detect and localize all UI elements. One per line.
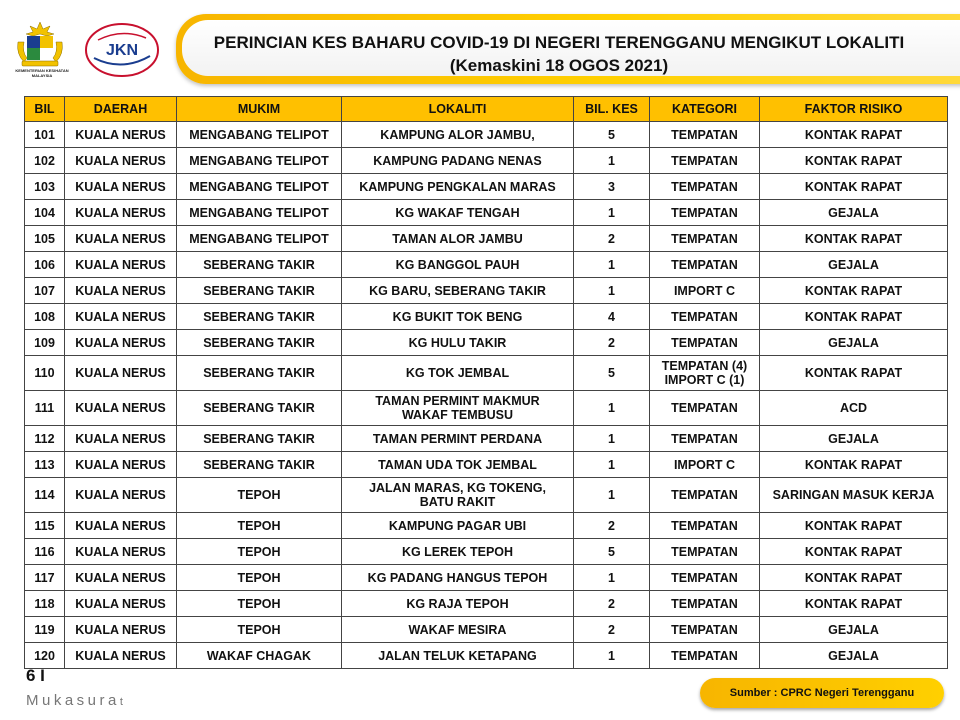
cell-kategori-line: IMPORT C	[673, 457, 736, 472]
cell-lokaliti-line: KG LEREK TEPOH	[401, 544, 514, 559]
cell-daerah: KUALA NERUS	[65, 226, 177, 252]
cell-lokaliti-line: KG BANGGOL PAUH	[395, 257, 520, 272]
cell-bil-kes: 2	[574, 617, 650, 643]
cell-kategori-line: IMPORT C (1)	[664, 373, 745, 387]
cell-bil-kes: 2	[574, 513, 650, 539]
cell-lokaliti	[342, 356, 574, 391]
cell-daerah: KUALA NERUS	[65, 565, 177, 591]
cell-bil-kes: 1	[574, 252, 650, 278]
cell-kategori-line: TEMPATAN	[671, 518, 738, 533]
cell-faktor-risiko: GEJALA	[760, 643, 948, 669]
cell-bil: 118	[25, 591, 65, 617]
cell-kategori-line: TEMPATAN	[671, 257, 738, 272]
cell-bil: 101	[25, 122, 65, 148]
cell-bil: 107	[25, 278, 65, 304]
cell-bil: 110	[25, 356, 65, 391]
cell-bil: 104	[25, 200, 65, 226]
cell-mukim: TEPOH	[177, 617, 342, 643]
cell-faktor-risiko: KONTAK RAPAT	[760, 452, 948, 478]
table-row	[25, 643, 948, 669]
page-number: 6 I	[26, 666, 45, 685]
logo-group	[10, 20, 170, 82]
table-row	[25, 617, 948, 643]
cell-lokaliti	[342, 252, 574, 278]
cell-faktor-risiko: GEJALA	[760, 252, 948, 278]
cell-faktor-risiko: SARINGAN MASUK KERJA	[760, 478, 948, 513]
cell-lokaliti	[342, 617, 574, 643]
cell-kategori-line: TEMPATAN	[671, 544, 738, 559]
cell-lokaliti-line: KG HULU TAKIR	[408, 335, 507, 350]
cell-bil-kes: 1	[574, 148, 650, 174]
cell-mukim: MENGABANG TELIPOT	[177, 200, 342, 226]
cell-faktor-risiko: KONTAK RAPAT	[760, 356, 948, 391]
cell-daerah: KUALA NERUS	[65, 513, 177, 539]
cell-lokaliti	[342, 478, 574, 513]
cell-kategori	[650, 278, 760, 304]
title-panel	[182, 20, 960, 76]
cell-faktor-risiko: KONTAK RAPAT	[760, 539, 948, 565]
cell-kategori	[650, 226, 760, 252]
cell-lokaliti-line: KG BUKIT TOK BENG	[392, 309, 523, 324]
cell-lokaliti	[342, 452, 574, 478]
table-row	[25, 539, 948, 565]
cell-lokaliti-line: KAMPUNG ALOR JAMBU,	[380, 127, 535, 142]
cell-mukim: MENGABANG TELIPOT	[177, 174, 342, 200]
cell-mukim: SEBERANG TAKIR	[177, 426, 342, 452]
cell-lokaliti-line: KAMPUNG PENGKALAN MARAS	[359, 179, 556, 194]
table-row	[25, 148, 948, 174]
cell-mukim: MENGABANG TELIPOT	[177, 148, 342, 174]
cell-kategori-line: TEMPATAN	[671, 153, 738, 168]
cell-faktor-risiko: KONTAK RAPAT	[760, 148, 948, 174]
cell-faktor-risiko: ACD	[760, 391, 948, 426]
cell-faktor-risiko: GEJALA	[760, 426, 948, 452]
title-line-2: (Kemaskini 18 OGOS 2021)	[449, 56, 669, 75]
cell-mukim: SEBERANG TAKIR	[177, 452, 342, 478]
column-header: BIL. KES	[574, 97, 650, 122]
cell-kategori-line: TEMPATAN	[671, 179, 738, 194]
cell-bil: 115	[25, 513, 65, 539]
table-row	[25, 426, 948, 452]
cell-mukim: TEPOH	[177, 591, 342, 617]
table-body	[25, 122, 948, 669]
cell-faktor-risiko: KONTAK RAPAT	[760, 278, 948, 304]
cell-bil-kes: 4	[574, 304, 650, 330]
cell-bil: 117	[25, 565, 65, 591]
page-word-last: t	[119, 696, 127, 708]
cell-daerah: KUALA NERUS	[65, 122, 177, 148]
title-banner	[176, 14, 960, 84]
cell-faktor-risiko: GEJALA	[760, 330, 948, 356]
cell-kategori	[650, 591, 760, 617]
cell-lokaliti	[342, 513, 574, 539]
cell-bil: 108	[25, 304, 65, 330]
cell-mukim: TEPOH	[177, 478, 342, 513]
cell-lokaliti	[342, 174, 574, 200]
cell-lokaliti-line: KAMPUNG PADANG NENAS	[373, 153, 542, 168]
table-row	[25, 565, 948, 591]
cell-lokaliti	[342, 200, 574, 226]
cell-kategori	[650, 304, 760, 330]
cell-faktor-risiko: KONTAK RAPAT	[760, 565, 948, 591]
cell-bil: 103	[25, 174, 65, 200]
cell-daerah: KUALA NERUS	[65, 478, 177, 513]
cell-lokaliti	[342, 391, 574, 426]
cell-bil: 114	[25, 478, 65, 513]
cell-daerah: KUALA NERUS	[65, 304, 177, 330]
cell-faktor-risiko: KONTAK RAPAT	[760, 304, 948, 330]
cell-bil: 119	[25, 617, 65, 643]
cell-faktor-risiko: KONTAK RAPAT	[760, 174, 948, 200]
cell-bil-kes: 1	[574, 200, 650, 226]
cell-kategori-line: TEMPATAN	[671, 570, 738, 585]
cell-lokaliti-line: KG BARU, SEBERANG TAKIR	[369, 283, 546, 298]
cell-bil-kes: 2	[574, 591, 650, 617]
table-row	[25, 252, 948, 278]
cell-lokaliti	[342, 278, 574, 304]
cell-bil-kes: 5	[574, 122, 650, 148]
cell-lokaliti	[342, 226, 574, 252]
column-header: LOKALITI	[342, 97, 574, 122]
column-header: BIL	[25, 97, 65, 122]
cell-kategori-line: TEMPATAN	[671, 596, 738, 611]
cell-kategori-line: TEMPATAN	[671, 127, 738, 142]
table-header-row	[25, 97, 948, 122]
table-row	[25, 122, 948, 148]
cell-daerah: KUALA NERUS	[65, 617, 177, 643]
cell-lokaliti	[342, 426, 574, 452]
cell-mukim: SEBERANG TAKIR	[177, 391, 342, 426]
table-row	[25, 304, 948, 330]
cell-daerah: KUALA NERUS	[65, 452, 177, 478]
cell-kategori-line: TEMPATAN	[671, 488, 738, 502]
cell-bil-kes: 1	[574, 391, 650, 426]
cell-kategori	[650, 643, 760, 669]
cell-daerah: KUALA NERUS	[65, 330, 177, 356]
table-row	[25, 452, 948, 478]
cell-lokaliti-line: KG PADANG HANGUS TEPOH	[367, 570, 548, 585]
cell-daerah: KUALA NERUS	[65, 278, 177, 304]
cell-bil-kes: 1	[574, 278, 650, 304]
cell-bil: 120	[25, 643, 65, 669]
page-word	[26, 692, 126, 709]
page-title	[182, 31, 960, 77]
cell-kategori	[650, 200, 760, 226]
cell-bil-kes: 1	[574, 478, 650, 513]
cell-lokaliti	[342, 643, 574, 669]
cell-mukim: SEBERANG TAKIR	[177, 356, 342, 391]
cell-lokaliti-line: WAKAF MESIRA	[408, 622, 507, 637]
cell-bil-kes: 5	[574, 539, 650, 565]
cell-kategori-line: TEMPATAN	[671, 335, 738, 350]
cell-bil-kes: 2	[574, 330, 650, 356]
crest-label: KEMENTERIAN KESIHATAN MALAYSIA	[15, 68, 69, 78]
cell-bil-kes: 5	[574, 356, 650, 391]
title-line-1: PERINCIAN KES BAHARU COVID-19 DI NEGERI TERENGGANU MENGIKUT LOKALITI	[213, 33, 905, 52]
case-table	[24, 96, 948, 669]
cell-kategori-line: TEMPATAN	[671, 309, 738, 324]
cell-lokaliti-line: KG TOK JEMBAL	[405, 366, 510, 380]
cell-lokaliti-line: TAMAN UDA TOK JEMBAL	[378, 457, 537, 472]
table-row	[25, 513, 948, 539]
cell-mukim: SEBERANG TAKIR	[177, 330, 342, 356]
cell-lokaliti	[342, 304, 574, 330]
table-row	[25, 226, 948, 252]
cell-lokaliti-line: WAKAF TEMBUSU	[401, 408, 514, 422]
cell-daerah: KUALA NERUS	[65, 539, 177, 565]
cell-bil: 113	[25, 452, 65, 478]
cell-lokaliti-line: BATU RAKIT	[419, 495, 496, 509]
cell-kategori	[650, 148, 760, 174]
cell-kategori-line: TEMPATAN	[671, 401, 738, 415]
cell-lokaliti-line: TAMAN ALOR JAMBU	[392, 231, 523, 246]
cell-lokaliti-line: KG WAKAF TENGAH	[395, 205, 520, 220]
cell-lokaliti	[342, 565, 574, 591]
cell-bil: 102	[25, 148, 65, 174]
cell-bil: 105	[25, 226, 65, 252]
cell-faktor-risiko: KONTAK RAPAT	[760, 513, 948, 539]
cell-kategori	[650, 122, 760, 148]
cell-lokaliti	[342, 330, 574, 356]
cell-kategori	[650, 426, 760, 452]
cell-bil-kes: 3	[574, 174, 650, 200]
cell-kategori	[650, 452, 760, 478]
cell-bil: 116	[25, 539, 65, 565]
cell-bil-kes: 2	[574, 226, 650, 252]
table-row	[25, 591, 948, 617]
cell-mukim: SEBERANG TAKIR	[177, 278, 342, 304]
table-row	[25, 278, 948, 304]
cell-daerah: KUALA NERUS	[65, 591, 177, 617]
cell-mukim: SEBERANG TAKIR	[177, 304, 342, 330]
cell-bil-kes: 1	[574, 452, 650, 478]
cell-faktor-risiko: KONTAK RAPAT	[760, 226, 948, 252]
cell-daerah: KUALA NERUS	[65, 426, 177, 452]
cell-faktor-risiko: GEJALA	[760, 617, 948, 643]
cell-lokaliti	[342, 122, 574, 148]
column-header: MUKIM	[177, 97, 342, 122]
table-row	[25, 391, 948, 426]
cell-kategori	[650, 330, 760, 356]
cell-lokaliti	[342, 539, 574, 565]
table-row	[25, 174, 948, 200]
cell-mukim: TEPOH	[177, 565, 342, 591]
cell-bil: 109	[25, 330, 65, 356]
jkn-logo-text: JKN	[105, 42, 139, 59]
cell-faktor-risiko: KONTAK RAPAT	[760, 591, 948, 617]
cell-mukim: WAKAF CHAGAK	[177, 643, 342, 669]
jkn-logo-icon	[84, 22, 160, 78]
cell-lokaliti-line: KG RAJA TEPOH	[406, 596, 509, 611]
cell-kategori-line: IMPORT C	[673, 283, 736, 298]
cell-kategori	[650, 513, 760, 539]
cell-bil-kes: 1	[574, 643, 650, 669]
cell-lokaliti-line: JALAN TELUK KETAPANG	[378, 648, 537, 663]
column-header: FAKTOR RISIKO	[760, 97, 948, 122]
cell-bil-kes: 1	[574, 565, 650, 591]
cell-daerah: KUALA NERUS	[65, 391, 177, 426]
cell-kategori-line: TEMPATAN	[671, 205, 738, 220]
cell-mukim: SEBERANG TAKIR	[177, 252, 342, 278]
cell-daerah: KUALA NERUS	[65, 148, 177, 174]
cell-mukim: TEPOH	[177, 539, 342, 565]
table-row	[25, 200, 948, 226]
cell-daerah: KUALA NERUS	[65, 252, 177, 278]
column-header: KATEGORI	[650, 97, 760, 122]
cell-mukim: MENGABANG TELIPOT	[177, 122, 342, 148]
cell-lokaliti	[342, 148, 574, 174]
cell-kategori	[650, 617, 760, 643]
cell-kategori	[650, 391, 760, 426]
cell-daerah: KUALA NERUS	[65, 643, 177, 669]
cell-kategori	[650, 539, 760, 565]
cell-kategori-line: TEMPATAN	[671, 431, 738, 446]
cell-faktor-risiko: GEJALA	[760, 200, 948, 226]
cell-bil: 112	[25, 426, 65, 452]
cell-kategori	[650, 252, 760, 278]
table-row	[25, 330, 948, 356]
cell-lokaliti-line: TAMAN PERMINT MAKMUR	[375, 394, 540, 408]
cell-kategori-line: TEMPATAN (4)	[661, 359, 748, 373]
cell-lokaliti-line: TAMAN PERMINT PERDANA	[372, 431, 543, 446]
cell-kategori	[650, 565, 760, 591]
table-row	[25, 356, 948, 391]
cell-kategori	[650, 356, 760, 391]
cell-daerah: KUALA NERUS	[65, 356, 177, 391]
column-header: DAERAH	[65, 97, 177, 122]
cell-mukim: MENGABANG TELIPOT	[177, 226, 342, 252]
page-word-main: Mukasura	[26, 692, 120, 709]
cell-lokaliti-line: JALAN MARAS, KG TOKENG,	[369, 481, 546, 495]
cell-bil: 111	[25, 391, 65, 426]
cell-lokaliti-line: KAMPUNG PAGAR UBI	[388, 518, 527, 533]
cell-mukim: TEPOH	[177, 513, 342, 539]
cell-daerah: KUALA NERUS	[65, 174, 177, 200]
table-row	[25, 478, 948, 513]
cell-kategori	[650, 478, 760, 513]
cell-kategori-line: TEMPATAN	[671, 622, 738, 637]
source-badge: Sumber : CPRC Negeri Terengganu	[700, 678, 944, 708]
cell-faktor-risiko: KONTAK RAPAT	[760, 122, 948, 148]
cell-kategori	[650, 174, 760, 200]
cell-bil-kes: 1	[574, 426, 650, 452]
cell-kategori-line: TEMPATAN	[671, 231, 738, 246]
cell-lokaliti	[342, 591, 574, 617]
cell-bil: 106	[25, 252, 65, 278]
cell-daerah: KUALA NERUS	[65, 200, 177, 226]
cell-kategori-line: TEMPATAN	[671, 648, 738, 663]
